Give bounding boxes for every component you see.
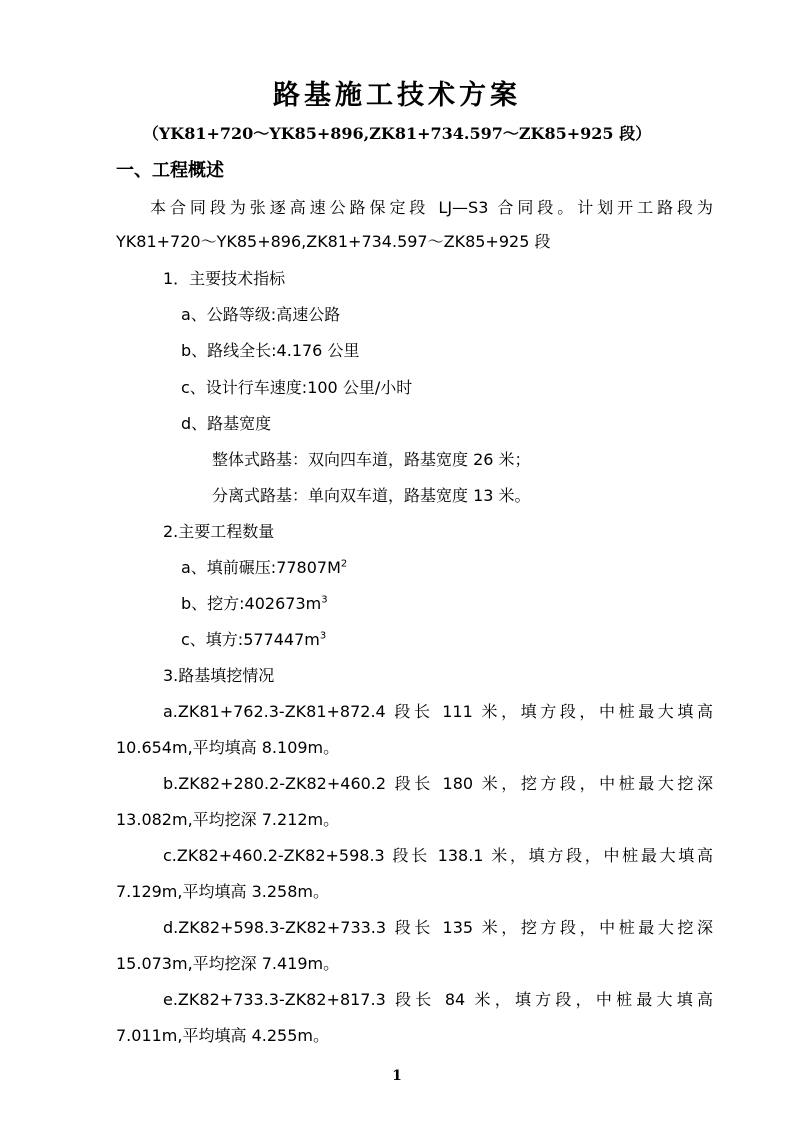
- tech-indicator-a: a、公路等级:高速公路: [181, 305, 341, 324]
- document-subtitle: （YK81+720～YK85+896,ZK81+734.597～ZK85+925 段）: [142, 124, 652, 143]
- fill-cut-item-a-line-1: a.ZK81+762.3-ZK81+872.4 段长 111 米，填方段，中桩最大填高: [163, 702, 713, 721]
- quantity-c: [181, 628, 326, 652]
- document-title: 路基施工技术方案: [273, 80, 521, 111]
- tech-indicators-heading: 1．主要技术指标: [163, 269, 286, 288]
- fill-cut-item-b-line-1: b.ZK82+280.2-ZK82+460.2 段长 180 米，挖方段，中桩最大挖深: [163, 774, 713, 793]
- fill-cut-item-e-line-2: 7.011m,平均填高 4.255m。: [116, 1026, 329, 1045]
- intro-line-1: 本合同段为张逐高速公路保定段 LJ—S3 合同段。计划开工路段为: [150, 198, 713, 217]
- quantity-a-text: a、填前碾压:77807M: [181, 558, 341, 577]
- fill-cut-item-e-line-1: e.ZK82+733.3-ZK82+817.3 段长 84 米，填方段，中桩最大填高: [163, 990, 713, 1009]
- roadbed-width-integral: 整体式路基：双向四车道，路基宽度 26 米；: [212, 450, 531, 469]
- quantity-c-unit-exponent: 3: [319, 630, 327, 642]
- fill-cut-heading: 3.路基填挖情况: [163, 666, 275, 685]
- quantity-a-unit-exponent: 2: [340, 558, 348, 570]
- fill-cut-item-d-line-1: d.ZK82+598.3-ZK82+733.3 段长 135 米，挖方段，中桩最大挖深: [163, 918, 713, 937]
- fill-cut-item-c-line-1: c.ZK82+460.2-ZK82+598.3 段长 138.1 米，填方段，中桩最大填高: [163, 846, 713, 865]
- quantity-c-text: c、填方:577447m: [181, 630, 320, 649]
- tech-indicator-d: d、路基宽度: [181, 414, 272, 433]
- fill-cut-item-a-line-2: 10.654m,平均填高 8.109m。: [116, 738, 340, 757]
- intro-line-2: YK81+720～YK85+896,ZK81+734.597～ZK85+925 段: [116, 232, 551, 251]
- tech-indicator-c: c、设计行车速度:100 公里/小时: [181, 378, 413, 397]
- roadbed-width-separate: 分离式路基：单向双车道，路基宽度 13 米。: [212, 486, 531, 505]
- tech-indicator-b: b、路线全长:4.176 公里: [181, 341, 360, 360]
- fill-cut-item-c-line-2: 7.129m,平均填高 3.258m。: [116, 882, 329, 901]
- fill-cut-item-d-line-2: 15.073m,平均挖深 7.419m。: [116, 954, 340, 973]
- page-number: 1: [392, 1068, 402, 1084]
- quantity-b-text: b、挖方:402673m: [181, 594, 322, 613]
- quantity-a: [181, 556, 347, 580]
- quantity-b-unit-exponent: 3: [321, 594, 328, 606]
- section-heading-overview: 一、工程概述: [116, 160, 224, 181]
- quantities-heading: 2.主要工程数量: [163, 522, 275, 541]
- quantity-b: [181, 592, 328, 616]
- fill-cut-item-b-line-2: 13.082m,平均挖深 7.212m。: [116, 810, 340, 829]
